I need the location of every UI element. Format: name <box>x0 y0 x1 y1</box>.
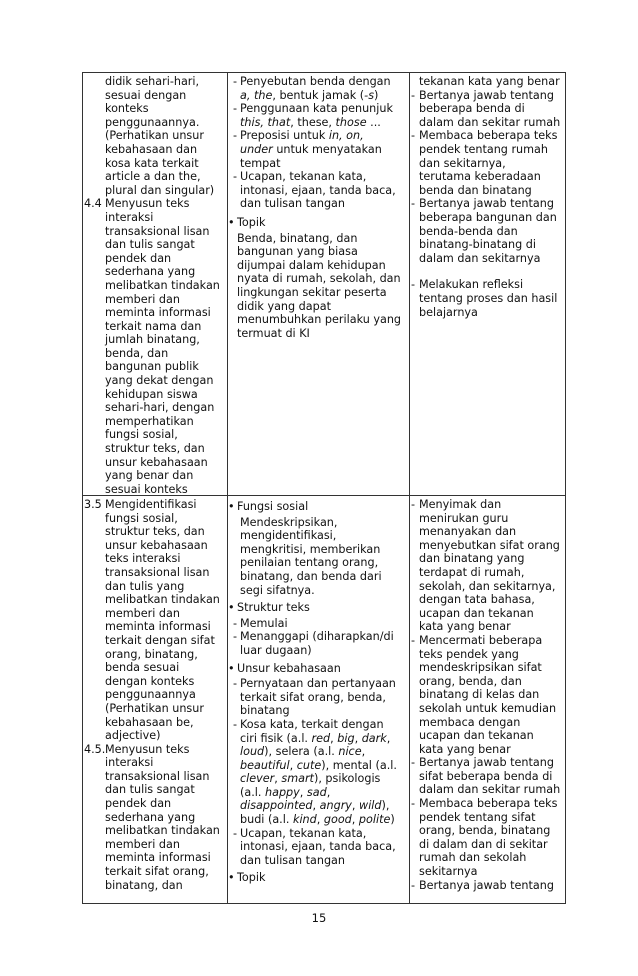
kegiatan-pembelajaran-cell <box>410 496 566 904</box>
kegiatan-item: - Melakukan refleksi tentang proses dan hasil belajarnya <box>410 278 563 319</box>
text-line: dalam dan sekitarnya <box>419 251 541 265</box>
text-line: meminta informasi <box>105 851 211 865</box>
text-line: melibatkan tindakan <box>105 824 220 838</box>
text-line: unsur kebahasaan <box>105 455 208 469</box>
text-line: dan tulis sangat <box>105 783 195 797</box>
fungsi-sosial-heading: • Fungsi sosial <box>228 500 309 513</box>
text-line: melibatkan tindakan <box>105 593 220 607</box>
text-line: yang dekat dengan <box>105 374 214 388</box>
materi-item: - Ucapan, tekanan kata, intonasi, ejaan, tanda baca, dan tulisan tangan <box>233 826 396 867</box>
text-line: binatang di kelas dan <box>419 688 540 702</box>
text-line: kehidupan siswa <box>105 387 198 401</box>
text-line: memberi dan <box>105 837 180 851</box>
text-line: plural dan singular) <box>105 183 215 197</box>
text-line: Menyusun teks <box>105 197 190 211</box>
text-line: benda sesuai <box>105 661 180 675</box>
kompetensi-dasar-item <box>83 75 225 197</box>
text-line: dengan konteks <box>105 674 195 688</box>
text-line: sehari-hari, dengan <box>105 401 215 415</box>
text-line: orang, benda, binatang <box>419 824 551 838</box>
text-line: sederhana yang <box>105 810 196 824</box>
text-line: dan sekitarnya, <box>419 156 506 170</box>
text-line: pendek tentang rumah <box>419 142 548 156</box>
bullet-icon: • <box>228 661 235 675</box>
text-line: Mengidentifikasi <box>105 498 197 511</box>
text-line: meminta informasi <box>105 306 211 320</box>
text-line: Menyimak dan <box>419 498 502 511</box>
kegiatan-pembelajaran-cell <box>410 73 566 496</box>
kegiatan-item: - Membaca beberapa teks pendek tentang sifat orang, benda, binatang di dalam dan di sekitar rumah dan sekolah sekitarnya <box>410 797 563 879</box>
bullet-icon: • <box>228 601 235 615</box>
text-line: kebahasaan be, <box>105 715 194 729</box>
bullet-icon: • <box>228 871 235 885</box>
text-line: fungsi sosial, <box>105 511 178 525</box>
text-line: struktur teks, dan <box>105 525 205 539</box>
text-line: transaksional lisan <box>105 769 210 783</box>
text-line: transaksional lisan <box>105 565 210 579</box>
text-line: tekanan kata yang benar <box>419 75 560 88</box>
text-line: sederhana yang <box>105 265 196 279</box>
text-line: mendeskripsikan sifat <box>419 661 542 675</box>
materi-item: - Menanggapi (diharapkan/di luar dugaan) <box>228 630 407 657</box>
unsur-kebahasaan-heading: • Unsur kebahasaan <box>228 661 341 675</box>
text-line: sifat beberapa benda di <box>419 769 553 783</box>
kompetensi-dasar-item <box>83 197 225 496</box>
text-line: Bertanya jawab tentang <box>419 88 554 102</box>
text-line: kata yang benar <box>419 620 511 634</box>
text-line: Benda, binatang, dan <box>237 231 358 245</box>
text-line: dijumpai dalam kehidupan <box>237 258 386 272</box>
table-row <box>83 73 566 496</box>
kegiatan-item: - Membaca beberapa teks pendek tentang rumah dan sekitarnya, terutama keberadaan benda dan binatang <box>410 129 563 197</box>
text-line: lingkungan sekitar peserta <box>237 285 387 299</box>
text-line: terdapat di rumah, <box>419 565 525 579</box>
text-line: konteks <box>105 102 149 116</box>
kegiatan-item: - Bertanya jawab tentang beberapa benda di dalam dan sekitar rumah <box>410 89 563 130</box>
topik-heading: • Topik <box>228 215 266 229</box>
text-line: membaca dengan <box>419 715 521 729</box>
kd-number: 4.5. <box>84 742 106 756</box>
text-line: teks interaksi <box>105 552 181 566</box>
text-line: penggunaannya. <box>105 115 200 129</box>
text-line: kebahasaan dan <box>105 142 198 156</box>
text-line: Mendeskripsikan, <box>240 515 338 529</box>
text-line: segi sifatnya. <box>240 583 315 597</box>
text-line: binatang, dan benda dari <box>240 569 382 583</box>
text-line: Mencermati beberapa <box>419 633 543 647</box>
text-line: ucapan dan tekanan <box>419 729 534 743</box>
text-line: dalam dan sekitar rumah <box>419 115 561 129</box>
kd-number: 4.4 <box>84 197 102 211</box>
text-line: terkait sifat orang, <box>105 865 209 879</box>
table-row <box>83 496 566 904</box>
text-line: unsur kebahasaan <box>105 538 208 552</box>
text-line: terutama keberadaan <box>419 170 541 184</box>
text-line: struktur teks, dan <box>105 442 205 456</box>
text-line: Memulai <box>240 616 288 630</box>
text-line: tentang proses dan hasil <box>419 291 558 305</box>
text-line: benda, dan <box>105 346 169 360</box>
text-line: (Perhatikan unsur <box>105 129 204 143</box>
text-line: binatang, dan <box>105 878 183 892</box>
kegiatan-item: - Menyimak dan menirukan guru menanyakan dan menyebutkan sifat orang dan binatang yang terdapat di rumah, sekolah, dan sekitarnya, dengan tata bahasa, ucapan dan tekanan kata yang benar <box>410 498 563 634</box>
text-line: article a dan the, <box>105 170 201 184</box>
text-line: belajarnya <box>419 305 478 319</box>
text-line: pendek dan <box>105 797 172 811</box>
kegiatan-item <box>410 75 563 89</box>
text-line: melibatkan tindakan <box>105 278 220 292</box>
struktur-teks-heading: • Struktur teks <box>228 601 310 615</box>
kegiatan-item: - Bertanya jawab tentang <box>410 879 563 893</box>
text-line: interaksi <box>105 756 154 770</box>
materi-item: - Preposisi untuk in, on, under untuk menyatakan tempat <box>233 129 382 170</box>
text-line: ucapan dan tekanan <box>419 606 534 620</box>
text-line: sekitarnya <box>419 865 478 879</box>
text-line: menirukan guru <box>419 511 509 525</box>
text-line: luar dugaan) <box>240 643 312 657</box>
text-line: Bertanya jawab tentang <box>419 878 554 892</box>
text-line: sekolah, dan sekitarnya, <box>419 579 556 593</box>
text-line: (Perhatikan unsur <box>105 701 204 715</box>
kegiatan-item: - Bertanya jawab tentang beberapa bangunan dan benda-benda dan binatang-binatang di dalam dan sekitarnya <box>410 197 563 265</box>
text-line: teks pendek yang <box>419 647 519 661</box>
text-line: mengkritisi, memberikan <box>240 542 381 556</box>
text-line: kosa kata terkait <box>105 156 199 170</box>
text-line: dan tulis yang <box>105 579 185 593</box>
text-line: bangunan publik <box>105 360 199 374</box>
kompetensi-dasar-item <box>83 498 225 743</box>
kompetensi-dasar-cell <box>83 496 228 904</box>
kegiatan-item: - Mencermati beberapa teks pendek yang mendeskripsikan sifat orang, benda, dan binatang di kelas dan sekolah untuk kemudian membaca dengan ucapan dan tekanan kata yang benar <box>410 634 563 756</box>
text-line: beberapa benda di <box>419 102 525 116</box>
materi-item: - Penyebutan benda dengan a, the, bentuk jamak (-s) <box>233 75 391 102</box>
text-line: pendek dan <box>105 251 172 265</box>
text-line: kata yang benar <box>419 742 511 756</box>
materi-pembelajaran-cell <box>228 496 410 904</box>
text-line: penilaian tentang orang, <box>240 556 379 570</box>
text-line: di dalam dan di sekitar <box>419 837 548 851</box>
text-line: menanyakan dan <box>419 525 517 539</box>
text-line: beberapa bangunan dan <box>419 210 557 224</box>
text-line: menyebutkan sifat orang <box>419 538 560 552</box>
text-line: adjective) <box>105 729 161 743</box>
text-line: yang benar dan <box>105 469 194 483</box>
text-line: interaksi <box>105 210 154 224</box>
materi-item: - Pernyataan dan pertanyaan terkait sifat orang, benda, binatang <box>233 677 396 718</box>
materi-item: - Memulai <box>228 617 407 631</box>
text-line: Menyusun teks <box>105 742 190 756</box>
text-line: Bertanya jawab tentang <box>419 756 554 770</box>
text-line: sesuai konteks <box>105 482 188 496</box>
text-line: sesuai dengan <box>105 88 187 102</box>
kompetensi-dasar-cell <box>83 73 228 496</box>
page-number: 15 <box>311 911 327 925</box>
kompetensi-dasar-item <box>83 743 225 893</box>
topik-heading: • Topik <box>228 871 266 885</box>
text-line: termuat di KI <box>237 326 310 340</box>
text-line: meminta informasi <box>105 620 211 634</box>
text-line: Membaca beberapa teks <box>419 797 558 811</box>
kd-number: 3.5 <box>84 498 102 511</box>
text-line: terkait nama dan <box>105 319 202 333</box>
materi-item: - Kosa kata, terkait dengan ciri fisik (a.l. red, big, dark, loud), selera (a.l. nice, beautiful, cute), mental (a.l. clever, smart), psikologis (a.l. happy, sad, disappointed, angry, wild), budi (a.l. kind, good, polite) <box>233 717 397 827</box>
text-line: orang, binatang, <box>105 647 198 661</box>
text-line: nyata di rumah, sekolah, dan <box>237 272 401 286</box>
text-line: didik yang dapat <box>237 299 331 313</box>
text-line: dalam dan sekitar rumah <box>419 783 561 797</box>
text-line: bangunan yang biasa <box>237 245 358 259</box>
text-line: terkait dengan sifat <box>105 633 215 647</box>
bullet-icon: • <box>228 215 235 229</box>
text-line: sekolah untuk kemudian <box>419 701 557 715</box>
bullet-icon: • <box>228 500 235 513</box>
text-line: orang, benda, dan <box>419 674 522 688</box>
text-line: Membaca beberapa teks <box>419 129 558 143</box>
text-line: dengan tata bahasa, <box>419 593 535 607</box>
materi-pembelajaran-cell <box>228 73 410 496</box>
text-line: Bertanya jawab tentang <box>419 197 554 211</box>
text-line: jumlah binatang, <box>105 333 200 347</box>
text-line: memperhatikan <box>105 414 194 428</box>
text-line: dan tulis sangat <box>105 238 195 252</box>
text-line: benda-benda dan <box>419 224 518 238</box>
text-line: memberi dan <box>105 606 180 620</box>
text-line: binatang-binatang di <box>419 238 536 252</box>
kegiatan-item: - Bertanya jawab tentang sifat beberapa benda di dalam dan sekitar rumah <box>410 756 563 797</box>
syllabus-table <box>82 72 566 904</box>
text-line: benda dan binatang <box>419 183 532 197</box>
text-line: pendek tentang sifat <box>419 810 536 824</box>
text-line: menumbuhkan perilaku yang <box>237 313 402 327</box>
materi-item: - Penggunaan kata penunjuk this, that, these, those ... <box>233 102 393 129</box>
text-line: didik sehari-hari, <box>105 75 200 88</box>
text-line: mengidentifikasi, <box>240 529 337 543</box>
text-line: transaksional lisan <box>105 224 210 238</box>
text-line: memberi dan <box>105 292 180 306</box>
text-line: penggunaannya <box>105 688 196 702</box>
text-line: rumah dan sekolah <box>419 851 527 865</box>
text-line: fungsi sosial, <box>105 428 178 442</box>
text-line: Melakukan refleksi <box>419 278 524 292</box>
materi-item: - Ucapan, tekanan kata, intonasi, ejaan, tanda baca, dan tulisan tangan <box>233 170 396 211</box>
text-line: dan binatang yang <box>419 552 525 566</box>
text-line: Menanggapi (diharapkan/di <box>240 630 394 644</box>
